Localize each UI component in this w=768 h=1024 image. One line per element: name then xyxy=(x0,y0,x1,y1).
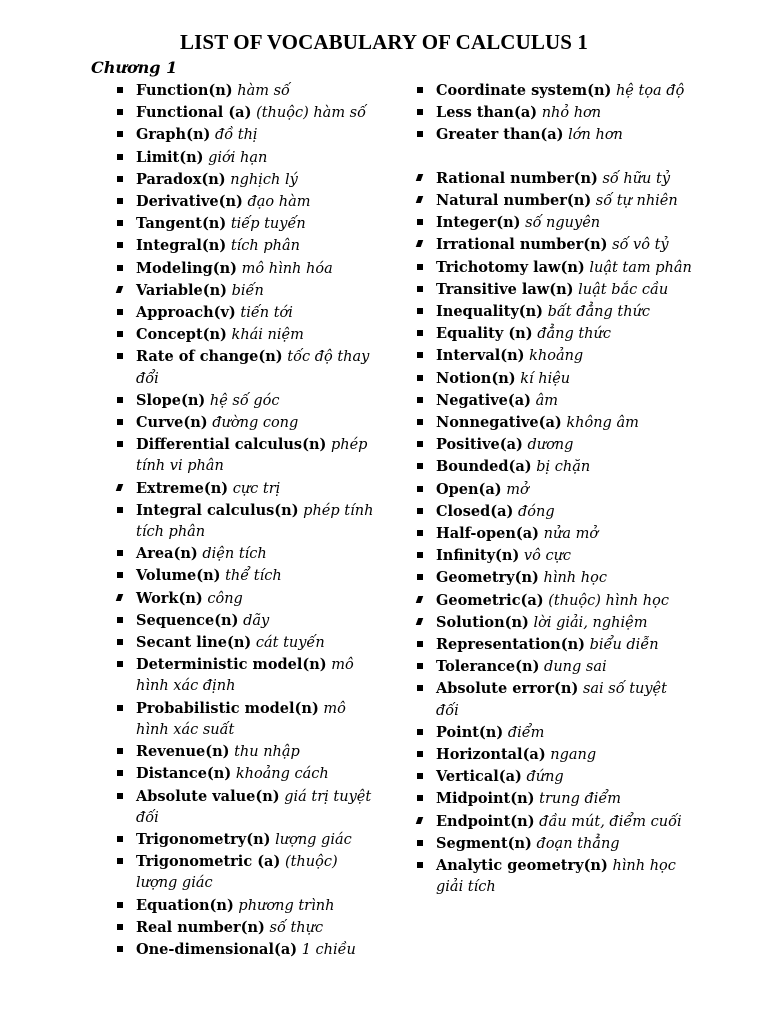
vocab-term: Coordinate system(n) xyxy=(436,82,612,99)
vocab-term: Transitive law(n) xyxy=(436,280,574,298)
vocab-item xyxy=(112,939,382,961)
square-bullet-icon xyxy=(417,131,423,137)
vocab-term: Approach(v) xyxy=(136,304,236,322)
square-bullet-icon xyxy=(417,308,423,314)
square-bullet-icon xyxy=(417,87,423,93)
vocab-meaning: công xyxy=(207,590,243,607)
vocab-meaning: số hữu tỷ xyxy=(602,170,671,187)
vocab-term: Limit(n) xyxy=(136,148,204,166)
vocab-meaning: khái niệm xyxy=(231,327,304,344)
vocab-item xyxy=(112,412,382,434)
vocab-meaning: biểu diễn xyxy=(589,637,659,654)
square-bullet-icon xyxy=(417,508,423,514)
vocab-term: Vertical(a) xyxy=(436,768,522,786)
vocab-meaning: sai số tuyệt đối xyxy=(436,681,667,719)
vocab-meaning: lời giải, nghiệm xyxy=(533,614,648,631)
vocab-item xyxy=(412,479,692,501)
vocab-item xyxy=(412,124,692,146)
vocab-term: Natural number(n) xyxy=(436,192,592,209)
square-bullet-icon xyxy=(416,196,424,203)
vocab-item xyxy=(112,741,382,763)
vocab-item xyxy=(112,654,382,697)
vocab-item xyxy=(112,324,382,346)
square-bullet-icon xyxy=(117,331,123,337)
vocab-term: Trichotomy law(n) xyxy=(436,258,585,276)
vocab-meaning: lượng giác xyxy=(275,831,352,848)
vocab-item xyxy=(412,811,692,833)
square-bullet-icon xyxy=(417,751,423,757)
vocab-meaning: kí hiệu xyxy=(520,370,571,387)
square-bullet-icon xyxy=(117,154,123,160)
vocab-term: One-dimensional(a) xyxy=(136,940,298,958)
vocab-term: Nonnegative(a) xyxy=(436,414,562,432)
vocab-item xyxy=(112,829,382,851)
vocab-item xyxy=(112,763,382,785)
vocab-meaning: phép tính tích phân xyxy=(136,502,374,541)
vocab-meaning: phương trình xyxy=(238,897,335,914)
square-bullet-icon xyxy=(417,109,423,115)
square-bullet-icon xyxy=(117,176,123,182)
vocab-item xyxy=(412,257,692,279)
vocab-meaning: đầu mút, điểm cuối xyxy=(539,813,682,830)
vocab-item xyxy=(412,190,692,212)
square-bullet-icon xyxy=(117,661,123,667)
vocab-meaning: số thực xyxy=(269,919,324,936)
vocab-item xyxy=(412,590,692,612)
vocab-term: Greater than(a) xyxy=(436,126,564,144)
vocab-term: Interval(n) xyxy=(436,347,525,365)
vocab-meaning: mô hình xác định xyxy=(136,657,354,695)
vocab-term: Absolute value(n) xyxy=(136,787,280,805)
square-bullet-icon xyxy=(117,109,123,115)
vocab-term: Slope(n) xyxy=(136,391,206,409)
vocab-term: Less than(a) xyxy=(436,104,538,122)
vocab-item xyxy=(112,895,382,917)
vocab-term: Extreme(n) xyxy=(136,479,229,497)
vocab-item xyxy=(412,102,692,124)
square-bullet-icon xyxy=(117,441,123,447)
square-bullet-icon xyxy=(417,441,423,447)
square-bullet-icon xyxy=(117,397,123,403)
square-bullet-icon xyxy=(417,463,423,469)
vocab-item xyxy=(112,213,382,235)
vocab-meaning: phép tính vi phân xyxy=(136,437,368,475)
square-bullet-icon xyxy=(117,924,123,930)
vocab-meaning: dãy xyxy=(243,612,270,629)
square-bullet-icon xyxy=(417,352,423,358)
vocab-item xyxy=(412,390,692,412)
vocab-item xyxy=(412,323,692,345)
vocab-item xyxy=(412,368,692,390)
vocab-item xyxy=(412,545,692,567)
vocab-item xyxy=(412,833,692,855)
square-bullet-icon xyxy=(417,264,423,270)
vocab-term: Geometry(n) xyxy=(436,569,539,587)
vocab-term: Horizontal(a) xyxy=(436,746,546,764)
square-bullet-icon xyxy=(117,770,123,776)
vocab-item xyxy=(412,345,692,367)
vocab-term: Solution(n) xyxy=(436,613,529,631)
vocab-item xyxy=(112,478,382,500)
square-bullet-icon xyxy=(417,486,423,492)
square-bullet-icon xyxy=(117,617,123,623)
vocab-term: Tangent(n) xyxy=(136,215,227,233)
vocab-meaning: giá trị tuyệt đối xyxy=(136,788,372,826)
vocab-meaning: đóng xyxy=(517,503,555,520)
vocab-meaning: đẳng thức xyxy=(537,326,611,343)
vocab-item xyxy=(112,390,382,412)
vocab-meaning: nghịch lý xyxy=(230,171,298,188)
vocab-item xyxy=(412,678,692,721)
square-bullet-icon xyxy=(117,265,123,271)
vocab-term: Midpoint(n) xyxy=(436,790,535,808)
square-bullet-icon xyxy=(417,397,423,403)
vocab-term: Point(n) xyxy=(436,723,504,741)
square-bullet-icon xyxy=(417,574,423,580)
square-bullet-icon xyxy=(117,793,123,799)
vocab-item xyxy=(112,124,382,146)
square-bullet-icon xyxy=(117,242,123,248)
vocab-term: Concept(n) xyxy=(136,326,227,344)
vocab-meaning: đường cong xyxy=(212,415,299,432)
vocab-item xyxy=(412,788,692,810)
vocab-term: Tolerance(n) xyxy=(436,658,540,676)
vocab-term: Equality (n) xyxy=(436,325,533,343)
square-bullet-icon xyxy=(417,286,423,292)
vocab-item xyxy=(412,234,692,256)
vocab-item xyxy=(112,80,382,102)
vocab-item xyxy=(412,722,692,744)
square-bullet-icon xyxy=(417,685,423,691)
vocab-meaning: tốc độ thay đổi xyxy=(136,349,370,387)
vocab-term: Graph(n) xyxy=(136,126,211,144)
square-bullet-icon xyxy=(417,641,423,647)
square-bullet-icon xyxy=(117,507,123,513)
vocab-term: Integer(n) xyxy=(436,214,521,232)
vocab-term: Deterministic model(n) xyxy=(136,656,327,674)
square-bullet-icon xyxy=(117,131,123,137)
square-bullet-icon xyxy=(416,596,424,603)
vocab-item xyxy=(112,786,382,829)
vocab-item xyxy=(112,346,382,389)
vocab-meaning: luật tam phân xyxy=(589,259,692,276)
square-bullet-icon xyxy=(117,220,123,226)
vocab-item xyxy=(112,434,382,477)
vocab-meaning: mô hình hóa xyxy=(241,260,333,277)
vocab-meaning: tiến tới xyxy=(240,305,293,322)
vocab-item xyxy=(112,543,382,565)
vocab-item xyxy=(412,501,692,523)
vocab-meaning: luật bắc cầu xyxy=(578,281,669,298)
square-bullet-icon xyxy=(117,353,123,359)
square-bullet-icon xyxy=(117,836,123,842)
vocab-term: Function(n) xyxy=(136,82,233,99)
vocab-meaning: thu nhập xyxy=(234,744,300,761)
square-bullet-icon xyxy=(416,817,424,824)
square-bullet-icon xyxy=(117,550,123,556)
square-bullet-icon xyxy=(116,594,124,601)
vocab-meaning: ngang xyxy=(550,747,597,764)
square-bullet-icon xyxy=(117,902,123,908)
vocab-meaning: cát tuyến xyxy=(255,635,325,652)
vocab-term: Equation(n) xyxy=(136,896,234,914)
vocab-item xyxy=(112,588,382,610)
vocab-term: Rate of change(n) xyxy=(136,348,283,366)
vocab-item xyxy=(412,567,692,589)
vocab-term: Trigonometric (a) xyxy=(136,853,281,871)
vocab-term: Volume(n) xyxy=(136,567,221,585)
vocab-term: Derivative(n) xyxy=(136,193,243,211)
vocab-item xyxy=(412,855,692,898)
vocab-item xyxy=(412,744,692,766)
vocab-item xyxy=(412,612,692,634)
vocab-item xyxy=(412,634,692,656)
vocab-item xyxy=(112,302,382,324)
vocab-item xyxy=(412,212,692,234)
vocab-meaning: tích phân xyxy=(230,238,300,255)
square-bullet-icon xyxy=(416,618,424,625)
vocab-meaning: 1 chiều xyxy=(301,941,356,958)
vocab-meaning: giới hạn xyxy=(208,149,268,166)
vocab-item xyxy=(412,656,692,678)
vocab-meaning: số tự nhiên xyxy=(595,193,678,209)
vocab-term: Positive(a) xyxy=(436,436,523,454)
vocab-item xyxy=(112,632,382,654)
vocab-term: Variable(n) xyxy=(136,281,227,299)
vocab-meaning: số nguyên xyxy=(525,215,601,232)
vocab-meaning: khoảng cách xyxy=(235,766,329,783)
vocab-meaning: hàm số xyxy=(237,83,290,99)
square-bullet-icon xyxy=(117,572,123,578)
vocab-term: Segment(n) xyxy=(436,834,532,852)
vocab-term: Absolute error(n) xyxy=(436,680,579,698)
vocab-item xyxy=(112,191,382,213)
vocab-item xyxy=(112,851,382,894)
square-bullet-icon xyxy=(117,705,123,711)
vocab-term: Sequence(n) xyxy=(136,611,239,629)
square-bullet-icon xyxy=(117,309,123,315)
vocab-item xyxy=(112,698,382,741)
vocab-item xyxy=(112,102,382,124)
vocab-term: Secant line(n) xyxy=(136,634,252,652)
square-bullet-icon xyxy=(416,174,424,181)
vocab-meaning: đạo hàm xyxy=(247,194,311,211)
vocab-meaning: đồ thị xyxy=(214,127,258,144)
square-bullet-icon xyxy=(417,530,423,536)
square-bullet-icon xyxy=(417,552,423,558)
vocab-meaning: nửa mở xyxy=(543,526,599,543)
vocab-item xyxy=(112,917,382,939)
square-bullet-icon xyxy=(417,840,423,846)
vocab-meaning: hệ số góc xyxy=(209,392,280,409)
square-bullet-icon xyxy=(117,858,123,864)
square-bullet-icon xyxy=(417,663,423,669)
vocab-meaning: diện tích xyxy=(202,546,267,563)
vocab-item xyxy=(412,523,692,545)
square-bullet-icon xyxy=(117,946,123,952)
vocab-term: Analytic geometry(n) xyxy=(436,857,608,875)
square-bullet-icon xyxy=(117,87,123,93)
square-bullet-icon xyxy=(417,219,423,225)
square-bullet-icon xyxy=(417,729,423,735)
vocabulary-list-left xyxy=(112,80,382,961)
vocab-meaning: vô cực xyxy=(523,548,572,565)
vocab-item xyxy=(112,610,382,632)
vocab-term: Distance(n) xyxy=(136,765,232,783)
vocab-term: Notion(n) xyxy=(436,369,516,387)
vocab-meaning: số vô tỷ xyxy=(612,237,669,254)
vocab-term: Inequality(n) xyxy=(436,303,544,321)
vocab-item xyxy=(112,280,382,302)
vocab-meaning: (thuộc) lượng giác xyxy=(136,854,338,892)
vocab-item xyxy=(112,258,382,280)
vocab-meaning: biến xyxy=(231,282,264,299)
square-bullet-icon xyxy=(117,639,123,645)
vocab-meaning: bị chặn xyxy=(536,459,591,476)
square-bullet-icon xyxy=(117,748,123,754)
vocab-term: Rational number(n) xyxy=(436,169,598,187)
vocab-meaning: đứng xyxy=(526,769,564,786)
vocab-term: Closed(a) xyxy=(436,502,514,520)
vocab-meaning: dung sai xyxy=(544,659,607,676)
square-bullet-icon xyxy=(416,240,424,247)
vocab-term: Geometric(a) xyxy=(436,591,544,609)
vocab-item xyxy=(412,168,692,190)
vocab-meaning: âm xyxy=(535,392,559,409)
vocab-item xyxy=(412,301,692,323)
vocab-term: Probabilistic model(n) xyxy=(136,699,319,717)
vocab-term: Real number(n) xyxy=(136,918,265,936)
vocab-item xyxy=(112,147,382,169)
vocab-term: Curve(n) xyxy=(136,414,208,432)
vocab-meaning: dương xyxy=(527,437,574,454)
vocab-item xyxy=(412,412,692,434)
vocab-meaning: thể tích xyxy=(225,568,282,585)
square-bullet-icon xyxy=(117,419,123,425)
vocab-meaning: lớn hơn xyxy=(568,127,623,144)
vocab-term: Revenue(n) xyxy=(136,743,230,761)
square-bullet-icon xyxy=(417,795,423,801)
vocab-item xyxy=(112,169,382,191)
vocab-meaning: điểm xyxy=(507,724,545,741)
vocab-term: Work(n) xyxy=(136,589,203,607)
vocab-term: Representation(n) xyxy=(436,636,585,654)
vocab-term: Integral(n) xyxy=(136,237,227,255)
square-bullet-icon xyxy=(116,286,124,293)
vocab-term: Irrational number(n) xyxy=(436,236,608,254)
square-bullet-icon xyxy=(117,198,123,204)
vocab-term: Half-open(a) xyxy=(436,525,540,543)
vocab-meaning: khoảng xyxy=(529,348,584,365)
vocabulary-list-right xyxy=(412,80,692,899)
square-bullet-icon xyxy=(417,419,423,425)
square-bullet-icon xyxy=(417,862,423,868)
vocab-term: Modeling(n) xyxy=(136,259,238,277)
vocab-term: Infinity(n) xyxy=(436,547,520,565)
vocab-term: Bounded(a) xyxy=(436,458,532,476)
vocab-term: Open(a) xyxy=(436,480,502,498)
vocab-term: Differential calculus(n) xyxy=(136,436,327,454)
chapter-heading: Chương 1 xyxy=(91,58,178,77)
vocab-term: Trigonometry(n) xyxy=(136,830,271,848)
vocab-meaning: mở xyxy=(506,481,529,498)
vocab-meaning: mô hình xác suất xyxy=(136,700,346,738)
vocab-item xyxy=(412,456,692,478)
vocab-item xyxy=(412,279,692,301)
vocab-term: Endpoint(n) xyxy=(436,812,535,830)
vocab-meaning: không âm xyxy=(566,415,639,432)
vocab-meaning: hình học xyxy=(543,570,607,587)
vocab-item xyxy=(112,500,382,543)
square-bullet-icon xyxy=(116,484,124,491)
vocab-meaning: cực trị xyxy=(232,480,281,497)
vocab-term: Negative(a) xyxy=(436,391,531,409)
vocab-item xyxy=(412,766,692,788)
vocab-meaning: nhỏ hơn xyxy=(541,105,602,122)
square-bullet-icon xyxy=(417,773,423,779)
vocab-meaning: hệ tọa độ xyxy=(615,83,685,99)
square-bullet-icon xyxy=(417,330,423,336)
vocab-term: Functional (a) xyxy=(136,104,252,122)
vocab-term: Area(n) xyxy=(136,545,198,563)
vocab-item xyxy=(112,565,382,587)
vocab-meaning: bất đẳng thức xyxy=(547,304,651,321)
vocab-term: Paradox(n) xyxy=(136,170,226,188)
vocab-meaning: trung điểm xyxy=(539,791,622,808)
vocab-meaning: hình học giải tích xyxy=(436,858,676,896)
vocab-item xyxy=(412,80,692,102)
document-title: LIST OF VOCABULARY OF CALCULUS 1 xyxy=(180,30,588,54)
vocab-item xyxy=(412,434,692,456)
vocab-meaning: (thuộc) hàm số xyxy=(256,105,366,122)
vocab-meaning: tiếp tuyến xyxy=(230,216,306,233)
square-bullet-icon xyxy=(417,375,423,381)
vocab-meaning: (thuộc) hình học xyxy=(548,592,669,609)
vocab-item xyxy=(112,235,382,257)
vocab-meaning: đoạn thẳng xyxy=(536,835,620,852)
vocab-term: Integral calculus(n) xyxy=(136,501,299,519)
